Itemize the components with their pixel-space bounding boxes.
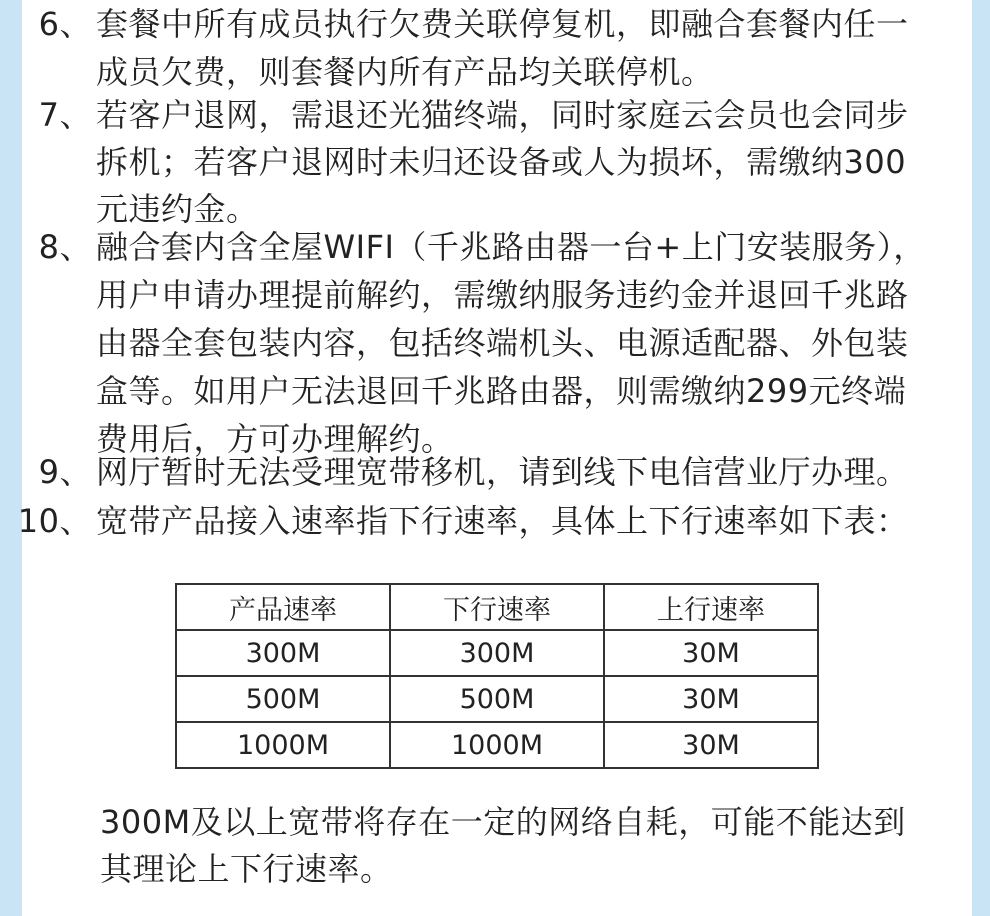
table-row	[176, 676, 818, 722]
table-cell: 300M	[176, 630, 390, 676]
table-row	[176, 722, 818, 768]
content-card	[17, 0, 972, 916]
table-cell: 30M	[604, 676, 818, 722]
item-text-line: 由器全套包装内容，包括终端机头、电源适配器、外包装	[96, 324, 909, 362]
item-number: 7、	[38, 96, 92, 134]
item-text-line: 融合套内含全屋WIFI（千兆路由器一台+上门安装服务），	[96, 228, 926, 266]
table-cell: 1000M	[390, 722, 604, 768]
table-row	[176, 630, 818, 676]
column-header: 产品速率	[176, 584, 390, 630]
item-text-line: 套餐中所有成员执行欠费关联停复机，即融合套餐内任一	[96, 5, 909, 43]
table-cell: 1000M	[176, 722, 390, 768]
item-number: 9、	[38, 453, 92, 491]
footnote-line: 300M及以上宽带将存在一定的网络自耗，可能不能达到	[100, 803, 906, 841]
item-number: 10、	[17, 502, 92, 540]
item-text-line: 网厅暂时无法受理宽带移机，请到线下电信营业厅办理。	[96, 453, 909, 491]
table-cell: 500M	[176, 676, 390, 722]
table-header-row	[176, 584, 818, 630]
item-text-line: 若客户退网，需退还光猫终端，同时家庭云会员也会同步	[96, 96, 909, 134]
item-number: 6、	[38, 5, 92, 43]
item-text-line: 元违约金。	[96, 190, 259, 228]
table-cell: 30M	[604, 722, 818, 768]
table-cell: 30M	[604, 630, 818, 676]
item-text-line: 用户申请办理提前解约，需缴纳服务违约金并退回千兆路	[96, 276, 909, 314]
item-text-line: 成员欠费，则套餐内所有产品均关联停机。	[96, 53, 714, 91]
item-text-line: 盒等。如用户无法退回千兆路由器，则需缴纳299元终端	[96, 372, 907, 410]
item-text-line: 费用后，方可办理解约。	[96, 420, 454, 458]
speed-table	[175, 583, 819, 769]
column-header: 下行速率	[390, 584, 604, 630]
item-text-line: 宽带产品接入速率指下行速率，具体上下行速率如下表：	[96, 502, 909, 540]
item-text-line: 拆机；若客户退网时未归还设备或人为损坏，需缴纳300	[96, 143, 907, 181]
item-number: 8、	[38, 228, 92, 266]
table-cell: 500M	[390, 676, 604, 722]
column-header: 上行速率	[604, 584, 818, 630]
footnote-line: 其理论上下行速率。	[100, 850, 393, 888]
table-cell: 300M	[390, 630, 604, 676]
